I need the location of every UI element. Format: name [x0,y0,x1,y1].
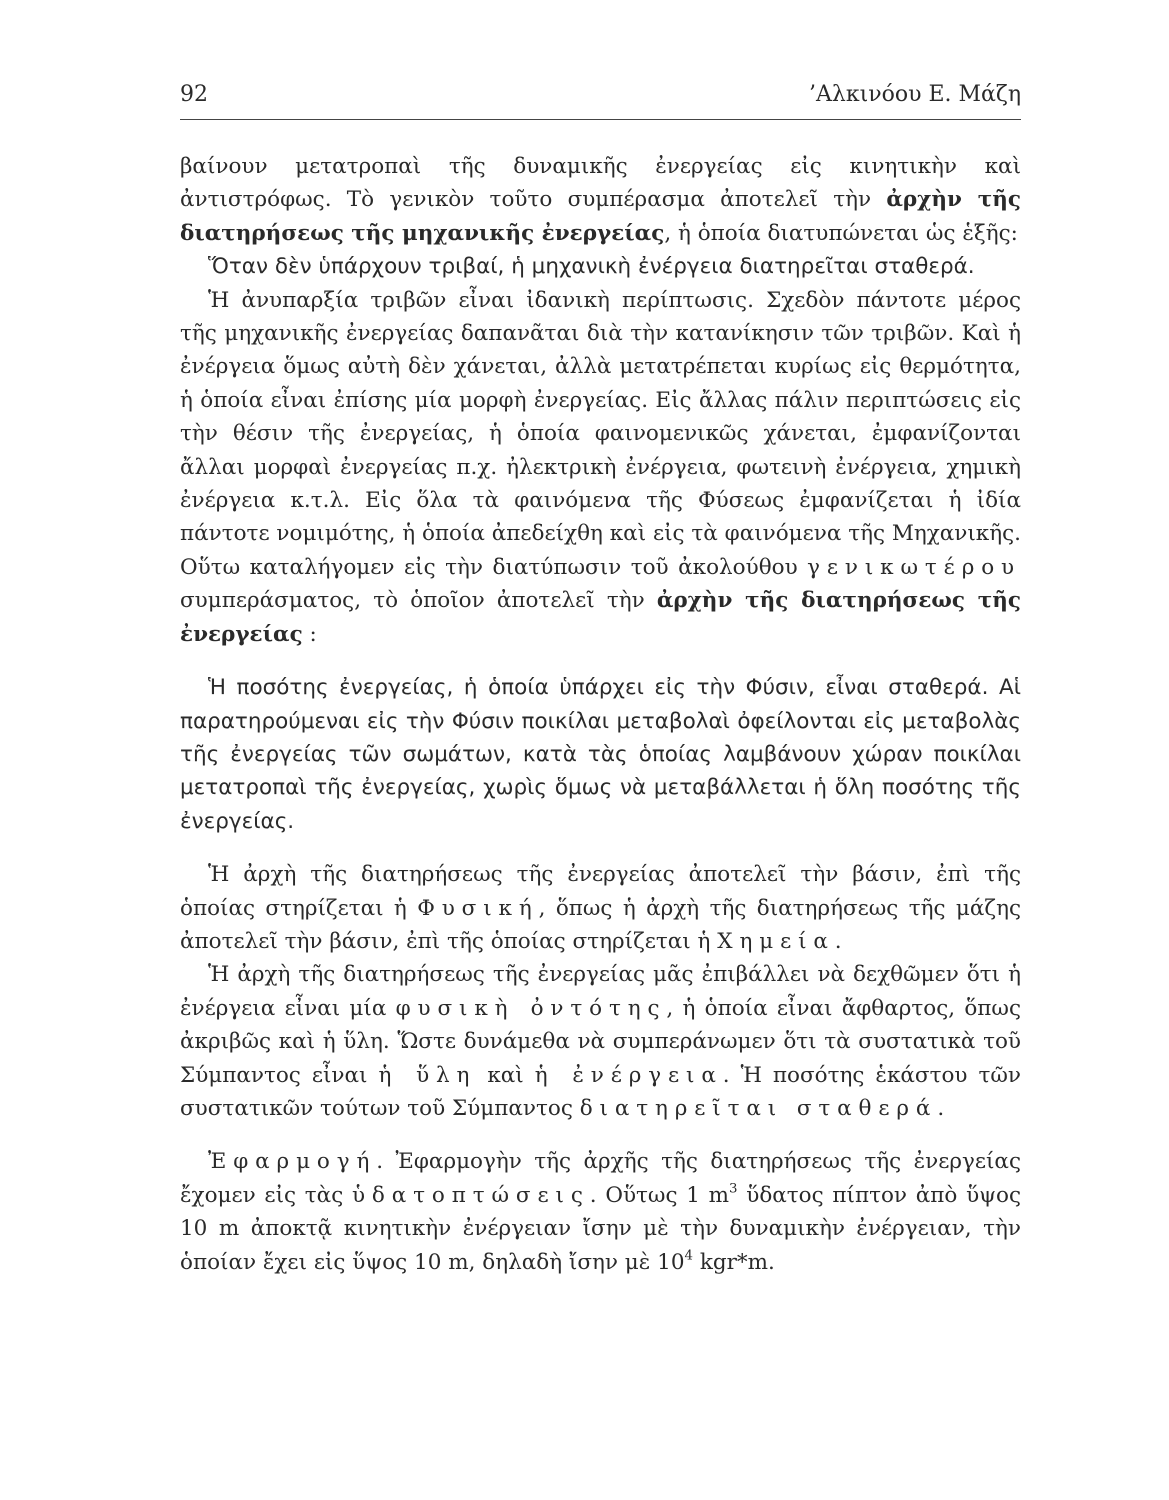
text-run: . Οὕτως 1 m [589,1182,730,1208]
spacer [180,1125,1021,1145]
spacer [180,838,1021,858]
superscript: 3 [729,1181,738,1197]
page-number: 92 [180,82,208,107]
text-run: , ἡ ὁποία εἶναι ἄφθαρτος, ὅπως ἀκριβῶς καὶ ἡ ὕλη. Ὥστε δυνάμεθα νὰ συμπεράνωμεν ὅτι τὰ συστατικὰ τοῦ Σύμπαντος εἶναι [180,995,1021,1088]
spaced-term: γενικωτέρου [807,554,1021,580]
text-run: . [937,1095,945,1121]
spaced-term: ὑδατοπτώσεις [351,1182,590,1208]
text-run: kgr*m. [693,1249,775,1275]
spaced-term: Χημεία [717,928,835,954]
page-header [180,82,1021,120]
text-run: Ἡ ἀρχὴ τῆς διατηρήσεως τῆς ἐνεργείας μᾶς ἐπιβάλλει νὰ δεχθῶμεν ὅτι ἡ ἐνέργεια εἶναι μία [180,962,1021,1021]
paragraph-1 [180,150,1021,250]
spaced-term: ἡ ἐνέργεια [534,1062,723,1088]
text-run: . Ἐφαρμογὴν τῆς ἀρχῆς τῆς διατηρήσεως τῆς ἐνεργείας ἔχομεν εἰς τὰς [180,1149,1021,1208]
text-run: συμπεράσματος, τὸ ὁποῖον ἀποτελεῖ τὴν [180,588,657,614]
text-run: . Ἡ ποσότης ἑκάστου τῶν συστατικῶν τούτων τοῦ Σύμπαντος [180,1062,1021,1121]
principle-mechanical-energy: Ὅταν δὲν ὑπάρχουν τριβαί, ἡ μηχανικὴ ἐνέργεια διατηρεῖται σταθερά. [208,254,975,280]
body-text [180,150,1021,1279]
text-run: Ἡ ἀρχὴ τῆς διατηρήσεως τῆς ἐνεργείας ἀποτελεῖ τὴν βάσιν, ἐπὶ τῆς ὁποίας στηρίζεται ἡ [180,862,1021,921]
spacer [180,651,1021,671]
spaced-term: Ἐφαρμογή [208,1149,377,1175]
text-run: βαίνουν μετατροπαὶ τῆς δυναμικῆς ἐνεργείας εἰς κινητικὴν καὶ ἀντιστρόφως. Τὸ γενικὸν τοῦτο συμπέρασμα ἀποτελεῖ τὴν [180,154,1021,213]
spaced-term: διατηρεῖται σταθερά [579,1095,938,1121]
text-run: : [302,621,317,647]
paragraph-6 [180,958,1021,1125]
bold-term: ἀρχὴν τῆς διατηρήσεως τῆς μηχανικῆς ἐνεργείας [180,187,1021,246]
running-title: ’Αλκινόου Ε. Μάζη [809,82,1021,107]
text-run: ὕδατος πίπτον ἀπὸ ὕψος 10 m ἀποκτᾷ κινητικὴν ἐνέργειαν ἴσην μὲ τὴν δυναμικὴν ἐνέργειαν, τὴν ὁποίαν ἔχει εἰς ὕψος 10 m, δηλαδὴ ἴσην μὲ 10 [180,1182,1021,1275]
spaced-term: Φυσική [417,895,539,921]
paragraph-application [180,1145,1021,1279]
text-run: . [834,928,842,954]
spaced-term: ἡ ὕλη [378,1062,477,1088]
text-run: , ἡ ὁποία διατυπώνεται ὡς ἑξῆς: [664,220,1018,246]
superscript: 4 [684,1248,693,1264]
text-run: Ἡ ἀνυπαρξία τριβῶν εἶναι ἰδανικὴ περίπτωσις. Σχεδὸν πάντοτε μέρος τῆς μηχανικῆς ἐνεργείας δαπανᾶται διὰ τὴν κατανίκησιν τῶν τριβῶν. Καὶ ἡ ἐνέργεια ὅμως αὐτὴ δὲν χάνεται, ἀλλὰ μετατρέπεται κυρίως εἰς θερμότητα, ἡ ὁποία εἶναι ἐπίσης μία μορφὴ ἐνεργείας. Εἰς ἄλλας πάλιν περιπτώσεις εἰς τὴν θέσιν τῆς ἐνεργείας, ἡ ὁποία φαινομενικῶς χάνεται, ἐμφανίζονται ἄλλαι μορφαὶ ἐνεργείας π.χ. ἠλεκτρικὴ ἐνέργεια, φωτεινὴ ἐνέργεια, χημικὴ ἐνέργεια κ.τ.λ. Εἰς ὅλα τὰ φαινόμενα τῆς Φύσεως ἐμφανίζεται ἡ ἰδία πάντοτε νομιμότης, ἡ ὁποία ἀπεδείχθη καὶ εἰς τὰ φαινόμενα τῆς Μηχανικῆς. Οὕτω καταλήγομεν εἰς τὴν διατύπωσιν τοῦ ἀκολούθου [180,287,1021,580]
paragraph-5 [180,858,1021,958]
principle-energy-conservation: Ἡ ποσότης ἐνεργείας, ἡ ὁποία ὑπάρχει εἰς τὴν Φύσιν, εἶναι σταθερά. Αἱ παρατηρούμεναι εἰς τὴν Φύσιν ποικίλαι μεταβολαὶ ὀφείλονται εἰς μεταβολὰς τῆς ἐνεργείας τῶν σωμάτων, κατὰ τὰς ὁποίας λαμβάνουν χώραν ποικίλαι μετατροπαὶ τῆς ἐνεργείας, χωρὶς ὅμως νὰ μεταβάλλεται ἡ ὅλη ποσότης τῆς ἐνεργείας. [180,675,1021,834]
spaced-term: φυσικὴ ὀντότης [395,995,667,1021]
text-run: , ὅπως ἡ ἀρχὴ τῆς διατηρήσεως τῆς μάζης ἀποτελεῖ τὴν βάσιν, ἐπὶ τῆς ὁποίας στηρίζεται ἡ [180,895,1021,954]
paragraph-3 [180,284,1021,651]
bold-term: ἀρχὴν τῆς διατηρήσεως τῆς ἐνεργείας [180,588,1021,647]
text-run: καὶ [476,1062,535,1088]
